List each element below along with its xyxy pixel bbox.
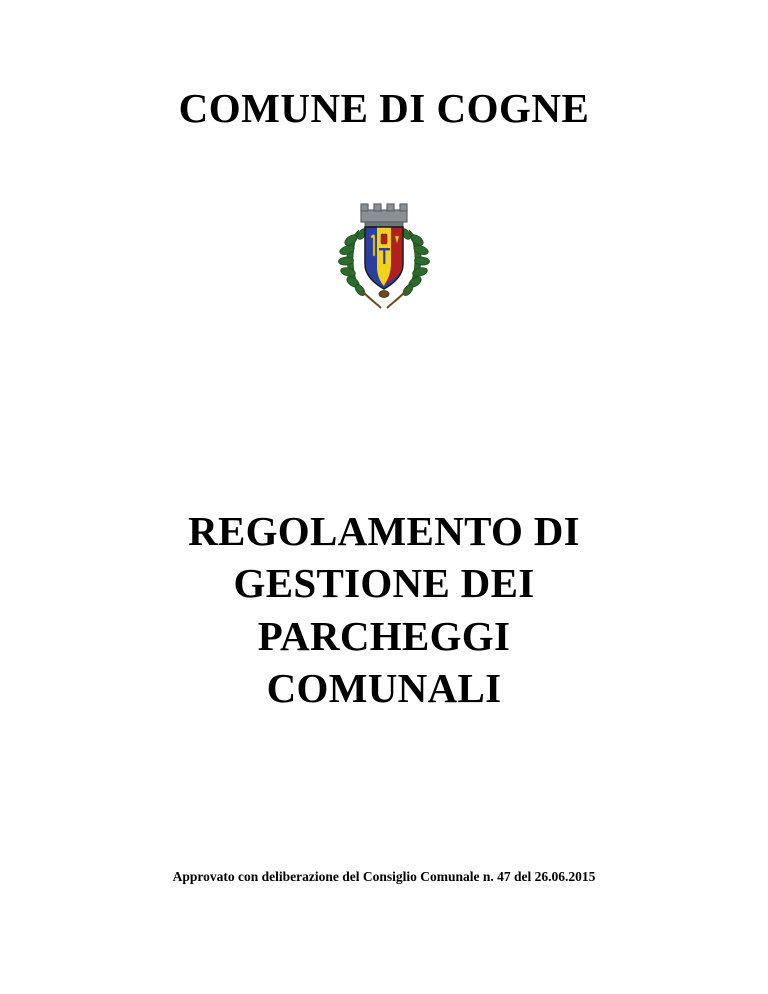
main-title-line-1: REGOLAMENTO DI	[188, 508, 580, 554]
main-title-line-3: PARCHEGGI	[257, 612, 511, 659]
main-title-line-2: GESTIONE DEI	[233, 560, 535, 607]
approval-note: Approvato con deliberazione del Consiglio Comunale n. 47 del 26.06.2015	[172, 869, 596, 884]
main-title-line-4: COMUNALI	[266, 665, 502, 712]
crest-container	[0, 196, 768, 321]
document-main-title	[0, 505, 768, 715]
page-title: COMUNE DI COGNE	[178, 85, 590, 131]
coat-of-arms-icon	[329, 196, 439, 316]
